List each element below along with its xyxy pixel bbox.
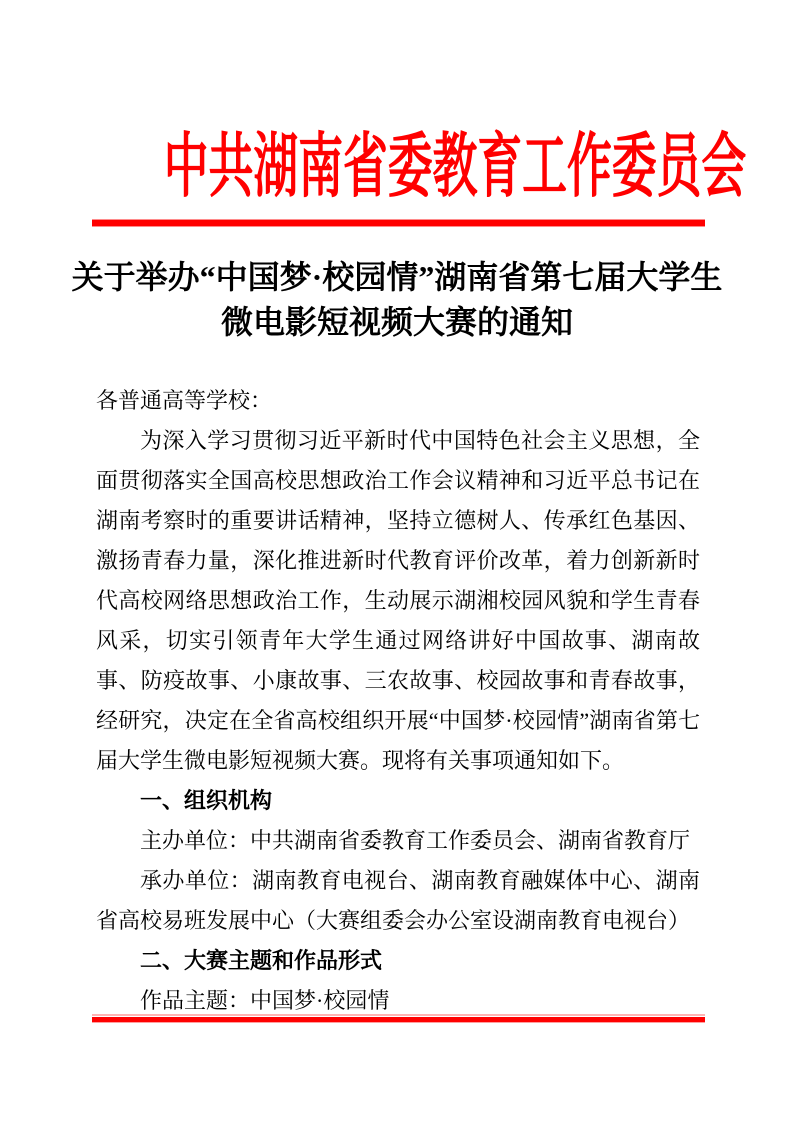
host-unit-paragraph: 主办单位：中共湖南省委教育工作委员会、湖南省教育厅 <box>140 828 691 853</box>
issuing-authority-title: 中共湖南省委教育工作委员会 <box>163 129 747 206</box>
document-title-line-2: 微电影短视频大赛的通知 <box>220 304 573 340</box>
section-heading-theme-format: 二、大赛主题和作品形式 <box>140 948 383 973</box>
document-title-line-1: 关于举办“中国梦·校园情”湖南省第七届大学生 <box>71 259 723 295</box>
salutation: 各普通高等学校： <box>96 388 273 413</box>
work-theme-paragraph: 作品主题：中国梦·校园情 <box>140 988 390 1013</box>
footer-divider-rule <box>92 1014 705 1023</box>
letterhead-divider-rule <box>92 219 705 227</box>
letterhead <box>0 0 794 212</box>
document-title <box>40 255 754 345</box>
organizer-unit-paragraph: 承办单位：湖南教育电视台、湖南教育融媒体中心、湖南省高校易班发展中心（大赛组委会办公室设湖南教育电视台） <box>96 868 700 933</box>
section-heading-organization: 一、组织机构 <box>140 788 273 813</box>
document-body <box>96 381 700 1021</box>
intro-paragraph: 为深入学习贯彻习近平新时代中国特色社会主义思想，全面贯彻落实全国高校思想政治工作会议精神和习近平总书记在湖南考察时的重要讲话精神，坚持立德树人、传承红色基因、激扬青春力量，深化推进新时代教育评价改革，着力创新新时代高校网络思想政治工作，生动展示湖湘校园风貌和学生青春风采，切实引领青年大学生通过网络讲好中国故事、湖南故事、防疫故事、小康故事、三农故事、校园故事和青春故事，经研究，决定在全省高校组织开展“中国梦·校园情”湖南省第七届大学生微电影短视频大赛。现将有关事项通知如下。 <box>96 428 700 773</box>
